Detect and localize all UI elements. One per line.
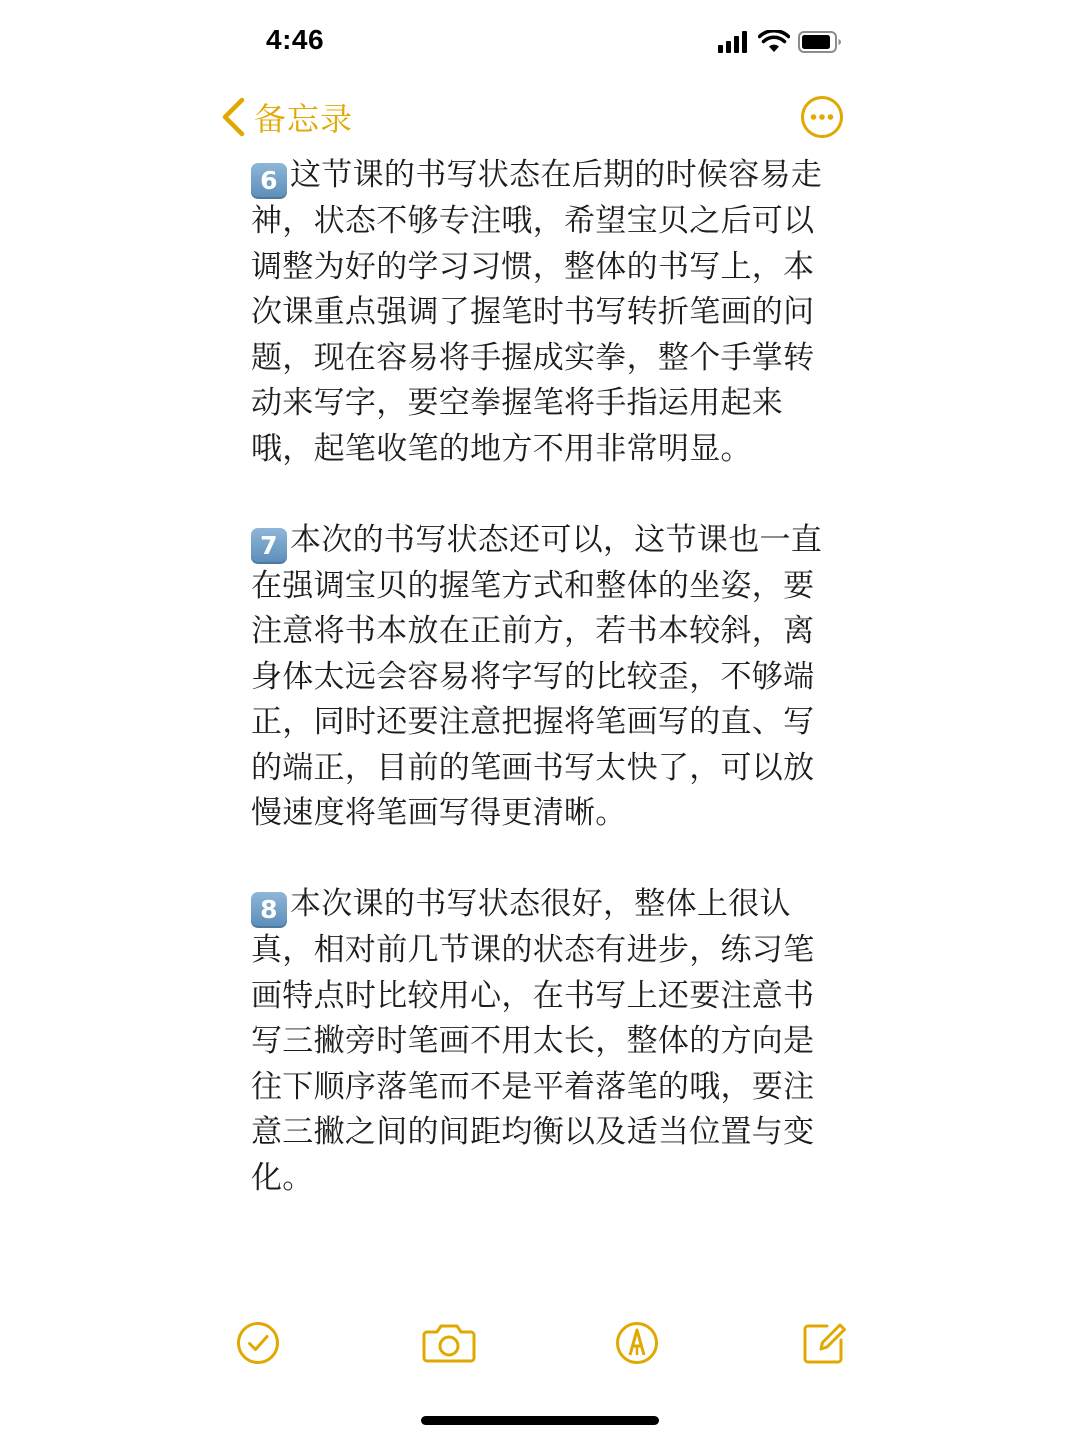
wifi-icon [758, 30, 790, 54]
checklist-button[interactable] [234, 1318, 284, 1368]
compose-icon [800, 1318, 850, 1368]
note-paragraph-8 [251, 882, 831, 1201]
note-paragraph-7 [251, 518, 831, 837]
camera-icon [421, 1318, 477, 1368]
bottom-toolbar [0, 1318, 1080, 1374]
compose-button[interactable] [800, 1318, 850, 1368]
note-paragraph-6 [251, 153, 831, 472]
note-paragraph-8-text: 本次课的书写状态很好，整体上很认真，相对前几节课的状态有进步，练习笔画特点时比较用心，在书写上还要注意书写三撇旁时笔画不用太长，整体的方向是往下顺序落笔而不是平着落笔的哦，要注意三撇之间的间距均衡以及适当位置与变化。 [251, 886, 815, 1196]
more-button[interactable] [800, 95, 844, 139]
camera-button[interactable] [421, 1318, 477, 1368]
markup-button[interactable] [613, 1318, 663, 1368]
note-paragraph-7-text: 本次的书写状态还可以，这节课也一直在强调宝贝的握笔方式和整体的坐姿，要注意将书本放在正前方，若书本较斜，离身体太远会容易将字写的比较歪，不够端正，同时还要注意把握将笔画写的直、写的端正，目前的笔画书写太快了，可以放慢速度将笔画写得更清晰。 [251, 521, 823, 831]
back-label: 备忘录 [254, 100, 354, 138]
note-paragraph-6-text: 这节课的书写状态在后期的时候容易走神，状态不够专注哦，希望宝贝之后可以调整为好的学习习惯，整体的书写上，本次课重点强调了握笔时书写转折笔画的问题，现在容易将手握成实拳，整个手掌转动来写字，要空拳握笔将手指运用起来哦，起笔收笔的地方不用非常明显。 [251, 157, 823, 467]
back-button[interactable] [220, 94, 353, 140]
markup-icon [613, 1318, 663, 1368]
keycap-number-8: 8 [251, 892, 287, 928]
battery-icon [798, 31, 842, 53]
chevron-left-icon [220, 97, 246, 137]
nav-bar [0, 88, 1080, 148]
ellipsis-circle-icon [800, 95, 844, 139]
checklist-icon [234, 1318, 284, 1368]
home-indicator[interactable] [421, 1416, 659, 1425]
status-icons [718, 30, 842, 54]
note-body[interactable] [251, 153, 831, 1201]
cellular-signal-icon [718, 31, 750, 53]
status-bar [0, 0, 1080, 84]
keycap-number-7: 7 [251, 528, 287, 564]
keycap-number-6: 6 [251, 163, 287, 199]
status-time: 4:46 [266, 24, 325, 55]
